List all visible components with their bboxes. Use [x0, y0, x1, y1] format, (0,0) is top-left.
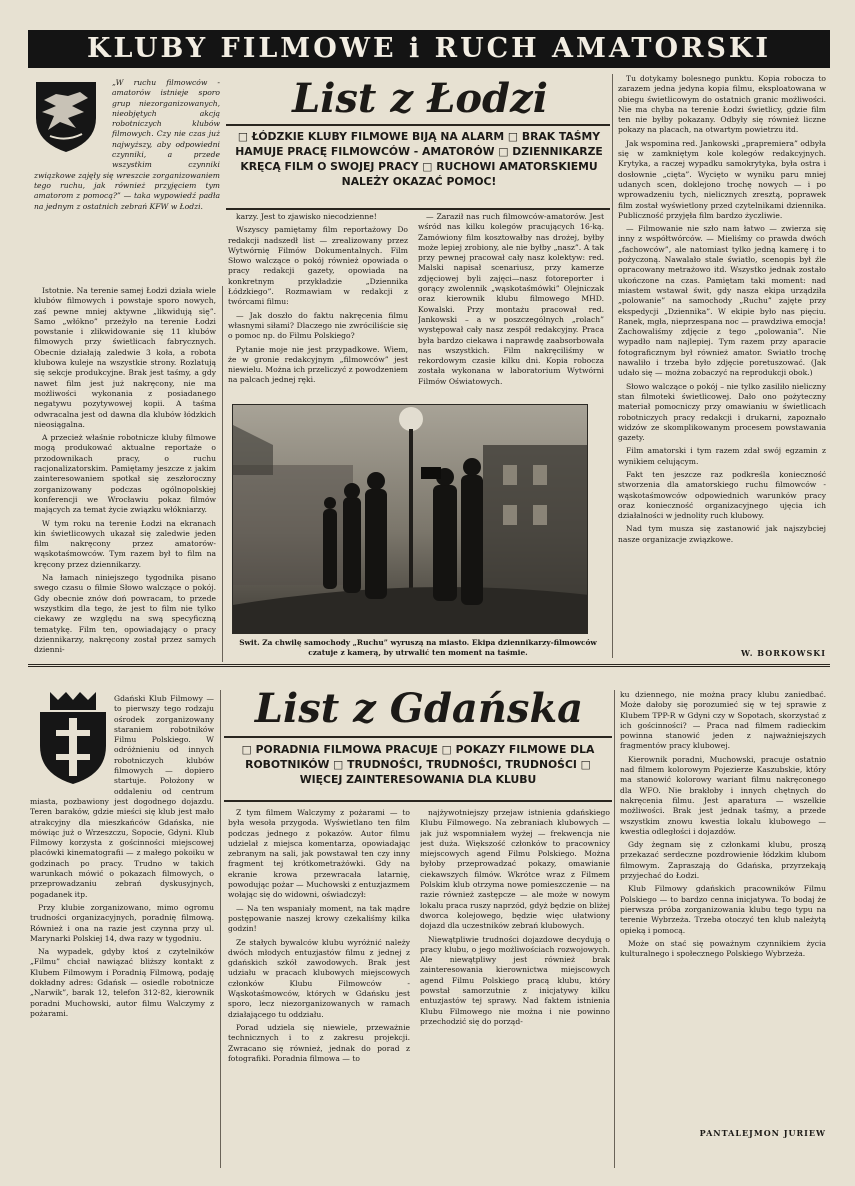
gdansk-c1-p2: Przy klubie zorganizowano, mimo ogromu trudności organizacyjnych, poradnię filmową. Również i ona na razie jest czynna przy ul. Marynarki Polskiej 14, dwa razy w tygodniu. [30, 902, 214, 943]
gdansk-column-3 [420, 808, 610, 1164]
lodz-intro [34, 78, 220, 212]
lodz-column-1 [34, 286, 216, 662]
gdansk-c2-p2: — Na ten wspaniały moment, na tak mądre postępowanie naszej krowy czekaliśmy kilka godzin! [228, 903, 410, 934]
lodz-intro-float [34, 78, 112, 164]
gdansk-column-1 [30, 694, 214, 1168]
lodz-c4-p4: Słowo walczące o pokój – nie tylko zasiliło nieliczny stan filmoteki świetlicowej. Dało ono pożyteczny materiał pomocniczy przy omawianiu w świetlicach robotniczych pracy redakcji i drukarni, zapoznało widzów ze skomplikowanym procesem powstawania gazety. [618, 381, 826, 443]
gdansk-column-2 [228, 808, 410, 1164]
lodz-c2-p3: — Jak doszło do faktu nakręcenia filmu własnymi siłami? Dlaczego nie zwróciliście się o pomoc np. do Filmu Polskiego? [228, 310, 408, 341]
gdansk-c1-p1: Gdański Klub Filmowy — to pierwszy tego rodzaju ośrodek zorganizowany staraniem robotników Filmu Polskiego. W odróżnieniu od innych robotniczych klubów filmowych — dopiero startuje. Położony w oddaleniu od centrum miasta, pozbawiony jest dogodnego dojazdu. Teren baraków, gdzie mieści się klub jest mało atrakcyjny dla mieszkańców Gdańska, nie mówiąc już o Wrzeszczu, Sopocie, Gdyni. Klub Filmowy korzysta z gościnności miejscowej placówki kinematografii — z małego pokoiku w godzinach po pracy. Trudno w takich warunkach mówić o pokazach filmowych, o przeprowadzaniu zebrań dyskusyjnych, pogadanek itp. [30, 694, 214, 899]
gdansk-c3-p1: najżywotniejszy przejaw istnienia gdańskiego Klubu Filmowego. Na zebraniach klubowych — jak już wspomniałem wyżej — frekwencja nie jest duża. Większość członków to pracownicy miejscowych agend Filmu Polskiego. Można byłoby przeprowadzać pokazy, omawianie ciekawszych filmów. Wkrótce wraz z Filmem Polskim klub otrzyma nowe pomieszczenie — na razie również zastępcze — ale może w nowym lokalu praca ruszy naprzód, gdyż będzie on bliżej dworca kolejowego, będzie więc ułatwiony dojazd dla uczestników zebrań klubowych. [420, 808, 610, 931]
section-divider [28, 664, 830, 667]
gdansk-c1-p3: Na wypadek, gdyby ktoś z czytelników „Filmu” chciał nawiązać bliższy kontakt z Klubem Filmowym i Poradnią Filmową, podaję dokładny adres: Gdańsk — osiedle robotnicze „Narwik”, barak 12, telefon 312-82, kierownik poradni Muchowski, autor filmu Walczymy z pożarami. [30, 947, 214, 1018]
gdansk-deck-rule [224, 800, 612, 802]
column-divider [220, 690, 221, 1168]
gdansk-c2-p4: Porad udziela się niewiele, przeważnie technicznych i to z zakresu projekcji. Zwracano się również, jednak do porad z fotografiki. Poradnia filmowa — to [228, 1022, 410, 1063]
column-divider [222, 286, 223, 662]
lodz-photo-caption: Swit. Za chwilę samochody „Ruchu” wyruszą na miasto. Ekipa dziennikarzy-filmowców czatuje z kamerą, by utrwalić ten moment na taśmie. [239, 638, 597, 657]
gdansk-c4-p5: Może on stać się poważnym czynnikiem życia kulturalnego i społecznego Polskiego Wybrzeża. [620, 938, 826, 959]
gdansk-author: PANTALEJMON JURIEW [699, 1128, 826, 1138]
section-banner: KLUBY FILMOWE i RUCH AMATORSKI [28, 30, 830, 68]
lodz-column-3 [418, 212, 604, 400]
gdansk-column-4 [620, 690, 826, 1124]
gdansk-c4-p1: ku dziennego, nie można pracy klubu zaniedbać. Może dałoby się porozumieć się w tej sprawie z Klubem TPP-R w Gdyni czy w Sopotach, skorzystać z ich gościnności? — Praca nad filmem radieckim powinna stanowić jeden z najważniejszych fragmentów pracy klubowej. [620, 690, 826, 751]
gdansk-c2-p3: Ze stałych bywalców klubu wyróżnić należy dwóch młodych entuzjastów filmu z jednej z gdańskich szkół zawodowych. Brak jest udziału w pracach klubowych miejscowych członków Klubu Filmowców - Wąskotaśmowców, których w Gdańsku jest sporo, lecz niezorganizowanych w ramach działającego tu oddziału. [228, 937, 410, 1019]
lodz-c2-p2: Wszyscy pamiętamy film reportażowy Do redakcji nadszedł list — zrealizowany przez Wytwórnię Filmów Dokumentalnych. Film Słowo walczące o pokój również opowiada o pracy redakcji gazety, opowiada na konkretnym przykładzie „Dziennika Łódzkiego”. Rozmawiam w redakcji z twórcami filmu: [228, 225, 408, 307]
gdansk-deck: □ PORADNIA FILMOWA PRACUJE □ POKAZY FILMOWE DLA ROBOTNIKÓW □ TRUDNOŚCI, TRUDNOŚCI, TRUDNOŚCI □ WIĘCEJ ZAINTERESOWANIA DLA KLUBU [241, 743, 595, 786]
street-scene-photo [233, 405, 588, 634]
lodz-c2-p4: Pytanie moje nie jest przypadkowe. Wiem, że w gronie redakcyjnym „filmowców” jest niewielu. Można ich przeliczyć z powodzeniem na palcach jednej ręki. [228, 344, 408, 385]
lodz-c1-p1: Istotnie. Na terenie samej Łodzi działa wiele klubów filmowych i powstaje sporo nowych, zaś pewne mniej aktywne „likwidują się”. Samo „włókno” przeżyło na terenie Łodzi powstanie i zlikwidowanie się 11 klubów filmowych przy świetlicach fabrycznych. Obecnie działają zaledwie 3 koła, a robota klubowa kuleje na wszystkie strony. Rozlatują się sekcje produkcyjne. Brak jest taśmy, a gdy nawet film jest już nakręcony, nie ma możliwości wykonania z posiadanego negatywu pozytywowej kopii. A taśma odwracalna jest od dawna dla klubów łódzkich nieosiągalna. [34, 286, 216, 429]
lodz-column-4 [618, 74, 826, 648]
lodz-c4-p7: Nad tym musza się zastanowić jak najszybciej nasze organizacje związkowe. [618, 524, 826, 544]
lodz-title-rule [226, 124, 610, 126]
lodz-deck: □ ŁÓDZKIE KLUBY FILMOWE BIJĄ NA ALARM □ BRAK TAŚMY HAMUJE PRACĘ FILMOWCÓW - AMATORÓW □ DZIENNIKARZE KRĘCĄ FILM O SWOJEJ PRACY □ RUCHOWI AMATORSKIEMU NALEŻY OKAZAĆ POMOC! [235, 130, 603, 188]
gdansk-title-rule [224, 736, 612, 738]
lodz-c4-p3: — Filmowanie nie szło nam łatwo — zwierza się inny z współtwórców. — Mieliśmy co prawda dwóch „fachowców”, ale natomiast tylko jedną kamerę i to pożyczoną. Nawalało stale światło, scenopis był źle opracowany metrażowo itd. Wszystko jednak zostało ukończone na czas. Pamiętam taki moment: nad miastem wstawał świt, gdy nasza ekipa urządziła „polowanie” na samochody „Ruchu” zajęte przy ekspedycji „Dziennika”. W ekipie było nas pięciu. Ranek, mgła, nieprzespana noc — prawdziwa emocja! Zachowaliśmy zdjęcie z tego „polowania”. Nie wypadło nam najlepiej. Tym razem przy aparacie fotograficznym był również amator. Swiatło trochę nawaliło i trzeba było zdjęcie poretuszować. (Jak udało się — można zobaczyć na reprodukcji obok.) [618, 224, 826, 378]
lodz-c2-p1: karzy. Jest to zjawisko niecodzienne! [236, 212, 377, 221]
lodz-intro-text: „W ruchu filmowców - amatorów istnieje sporo grup niezorganizowanych, nieobjętych akcją robotniczych klubów filmowych. Czy nie czas już najwyższy, aby odpowiedni czynniki, a przede wszystkim czynniki związkowe zajęły się wreszcie zorganizowaniem tego ruchu, jak również przyjęciem tym amatorom z pomocą?” — taka wypowiedź padła na jednym z ostatnich zebrań KFW w Łodzi. [34, 78, 220, 211]
gdansk-c3-p2: Niewątpliwie trudności dojazdowe decydują o pracy klubu, o jego możliwościach rozwojowych. Ale niewątpliwy jest również brak zainteresowania kierownictwa miejscowych agend Filmu Polskiego pracą klubu, który powstał samorzutnie z inicjatywy kilku entuzjastów tej sprawy. Nad faktem istnienia Klubu Filmowego nie można i nie powinno przechodzić się do porząd- [420, 934, 610, 1026]
lodz-c4-p2: Jak wspomina red. Jankowski „prapremiera” odbyła się w zamkniętym kole kolegów redakcyjnych. Krytyka, a raczej wypadku samokrytyka, była ostra i dosłownie „cięta”. Wycięto w wyniku paru mniej udanych scen, doklejono trochę nowych — i po wprowadzeniu tych, nielicznych zresztą, poprawek film został wyświetlony przed czytelnikami dziennika. Publiczność przyjęła film bardzo życzliwie. [618, 138, 826, 220]
gdansk-c4-p2: Kierownik poradni, Muchowski, pracuje ostatnio nad filmem kolorowym Pojezierze Kaszubskie, który ma stanowić kolorowy wariant filmu nakręconego dla WFO. Nie brakłoby i innych chętnych do nakręcenia filmu. Jest aparatura — wszelkie możliwości. Brak jest jednak taśmy, a przede wszystkim znowu kwestia lokalu klubowego — kwestia odległości i dojazdów. [620, 754, 826, 836]
gdansk-c4-p3: Gdy żegnam się z członkami klubu, proszą przekazać serdeczne pozdrowienie łódzkim klubom filmowym. Zapraszają do Gdańska, przyrzekają przyjechać do Łodzi. [620, 840, 826, 881]
lodz-c4-p5: Film amatorski i tym razem zdał swój egzamin z wynikiem celującym. [618, 446, 826, 466]
lodz-c3-p1: — Zaraził nas ruch filmowców-amatorów. Jest wśród nas kilku kolegów pracujących 16-ką. Zamówiony film kosztowałby nas drożej, byłby może lepiej zrobiony, ale nie byłby „nasz”. A tak przy pewnej pracował cały nasz kolektyw: red. Malski napisał scenariusz, przy kamerze zdjęciowej byli zajęci—nasz fotoreporter i gorący zwolennik „wąskotaśmówki” Olejniczak oraz kierownik klubu filmowego MHD. Kowalski. Przy montażu pracował red. Jankowski – a w poszczególnych „rolach” występował cały nasz zespół redakcyjny. Praca była bardzo ciekawa i naprawdę zaabsorbowała nas wszystkich. Film nakręciliśmy w rekordowym czasie kilku dni. Kopia robocza została wykonana w laboratorium Wytwórni Filmów Oświatowych. [418, 212, 604, 386]
column-divider [614, 690, 615, 1168]
lodz-c1-p3: W tym roku na terenie Łodzi na ekranach kin świetlicowych ukazał się zaledwie jeden film nakręcony przez amatorów-wąskotaśmowców. Tym razem był to film na kręcony przez dziennikarzy. [34, 518, 216, 569]
lodz-title: List z Łodzi [292, 75, 548, 122]
gdansk-c4-p4: Klub Filmowy gdańskich pracowników Filmu Polskiego — to bardzo cenna inicjatywa. To bodaj że pierwsza próba zorganizowania klubu tego typu na terenie Wybrzeża. Trzeba otoczyć ten klub należytą opieką i pomocą. [620, 884, 826, 935]
lodz-c4-p1: Tu dotykamy bolesnego punktu. Kopia robocza to zarazem jedna jedyna kopia filmu, eksploatowana w obiegu świetlicowym do ostatnich granic możliwości. Nie ma chyba na terenie Łodzi świetlicy, gdzie film ten nie byłby pokazany. Odbyły się również liczne pokazy na placach, na otwartym powietrzu itd. [618, 74, 826, 135]
gdansk-c2-p1: Z tym filmem Walczymy z pożarami — to była wesoła przygoda. Wyświetlano ten film podczas jednego z pokazów. Autor filmu udzielał z miejsca komentarza, opowiadając zebranym na sali, jak powstawał ten czy inny fragment tej krótkometrażówki. Gdy na ekranie krowa przewracała latarnię, powodując pożar — Muchowski z entuzjazmem wołając się do widowni, oświadczył: [228, 808, 410, 900]
lodz-news-photo [232, 404, 588, 634]
lodz-c4-p6: Fakt ten jeszcze raz podkreśla konieczność stworzenia dla amatorskiego ruchu filmowców - wąskotaśmowców odpowiednich warunków pracy oraz konieczność organizacyjnego ujęcia ich działalności w jednolity ruch klubowy. [618, 469, 826, 521]
lodz-deck-rule [226, 208, 610, 210]
gdansk-title: List z Gdańska [254, 685, 584, 732]
lodz-column-2 [228, 212, 408, 400]
gdansk-arms-float [30, 694, 114, 794]
lodz-c1-p4: Na łamach niniejszego tygodnika pisano swego czasu o filmie Słowo walczące o pokój. Gdy obecnie znów doń powracam, to przede wszystkim dla tego, że jest to film nie tylko ciekawy ze względu na swą specyficzną tematykę. Film ten, opowiadający o pracy dziennikarzy, nakręcony został przez samych dzienni- [34, 573, 216, 655]
lodz-c1-p2: A przecież właśnie robotnicze kluby filmowe mogą produkować aktualne reportaże o przodownikach pracy, o ruchu racjonalizatorskim. Pamiętamy jeszcze z jakim zainteresowaniem spotkał się zeszłoroczny zorganizowany podczas ogólnopolskiej konferencji we Wrocławiu pokaz filmów mających za temat życie związku włókniarzy. [34, 433, 216, 515]
lodz-author: W. BORKOWSKI [741, 648, 826, 658]
column-divider [612, 74, 613, 658]
